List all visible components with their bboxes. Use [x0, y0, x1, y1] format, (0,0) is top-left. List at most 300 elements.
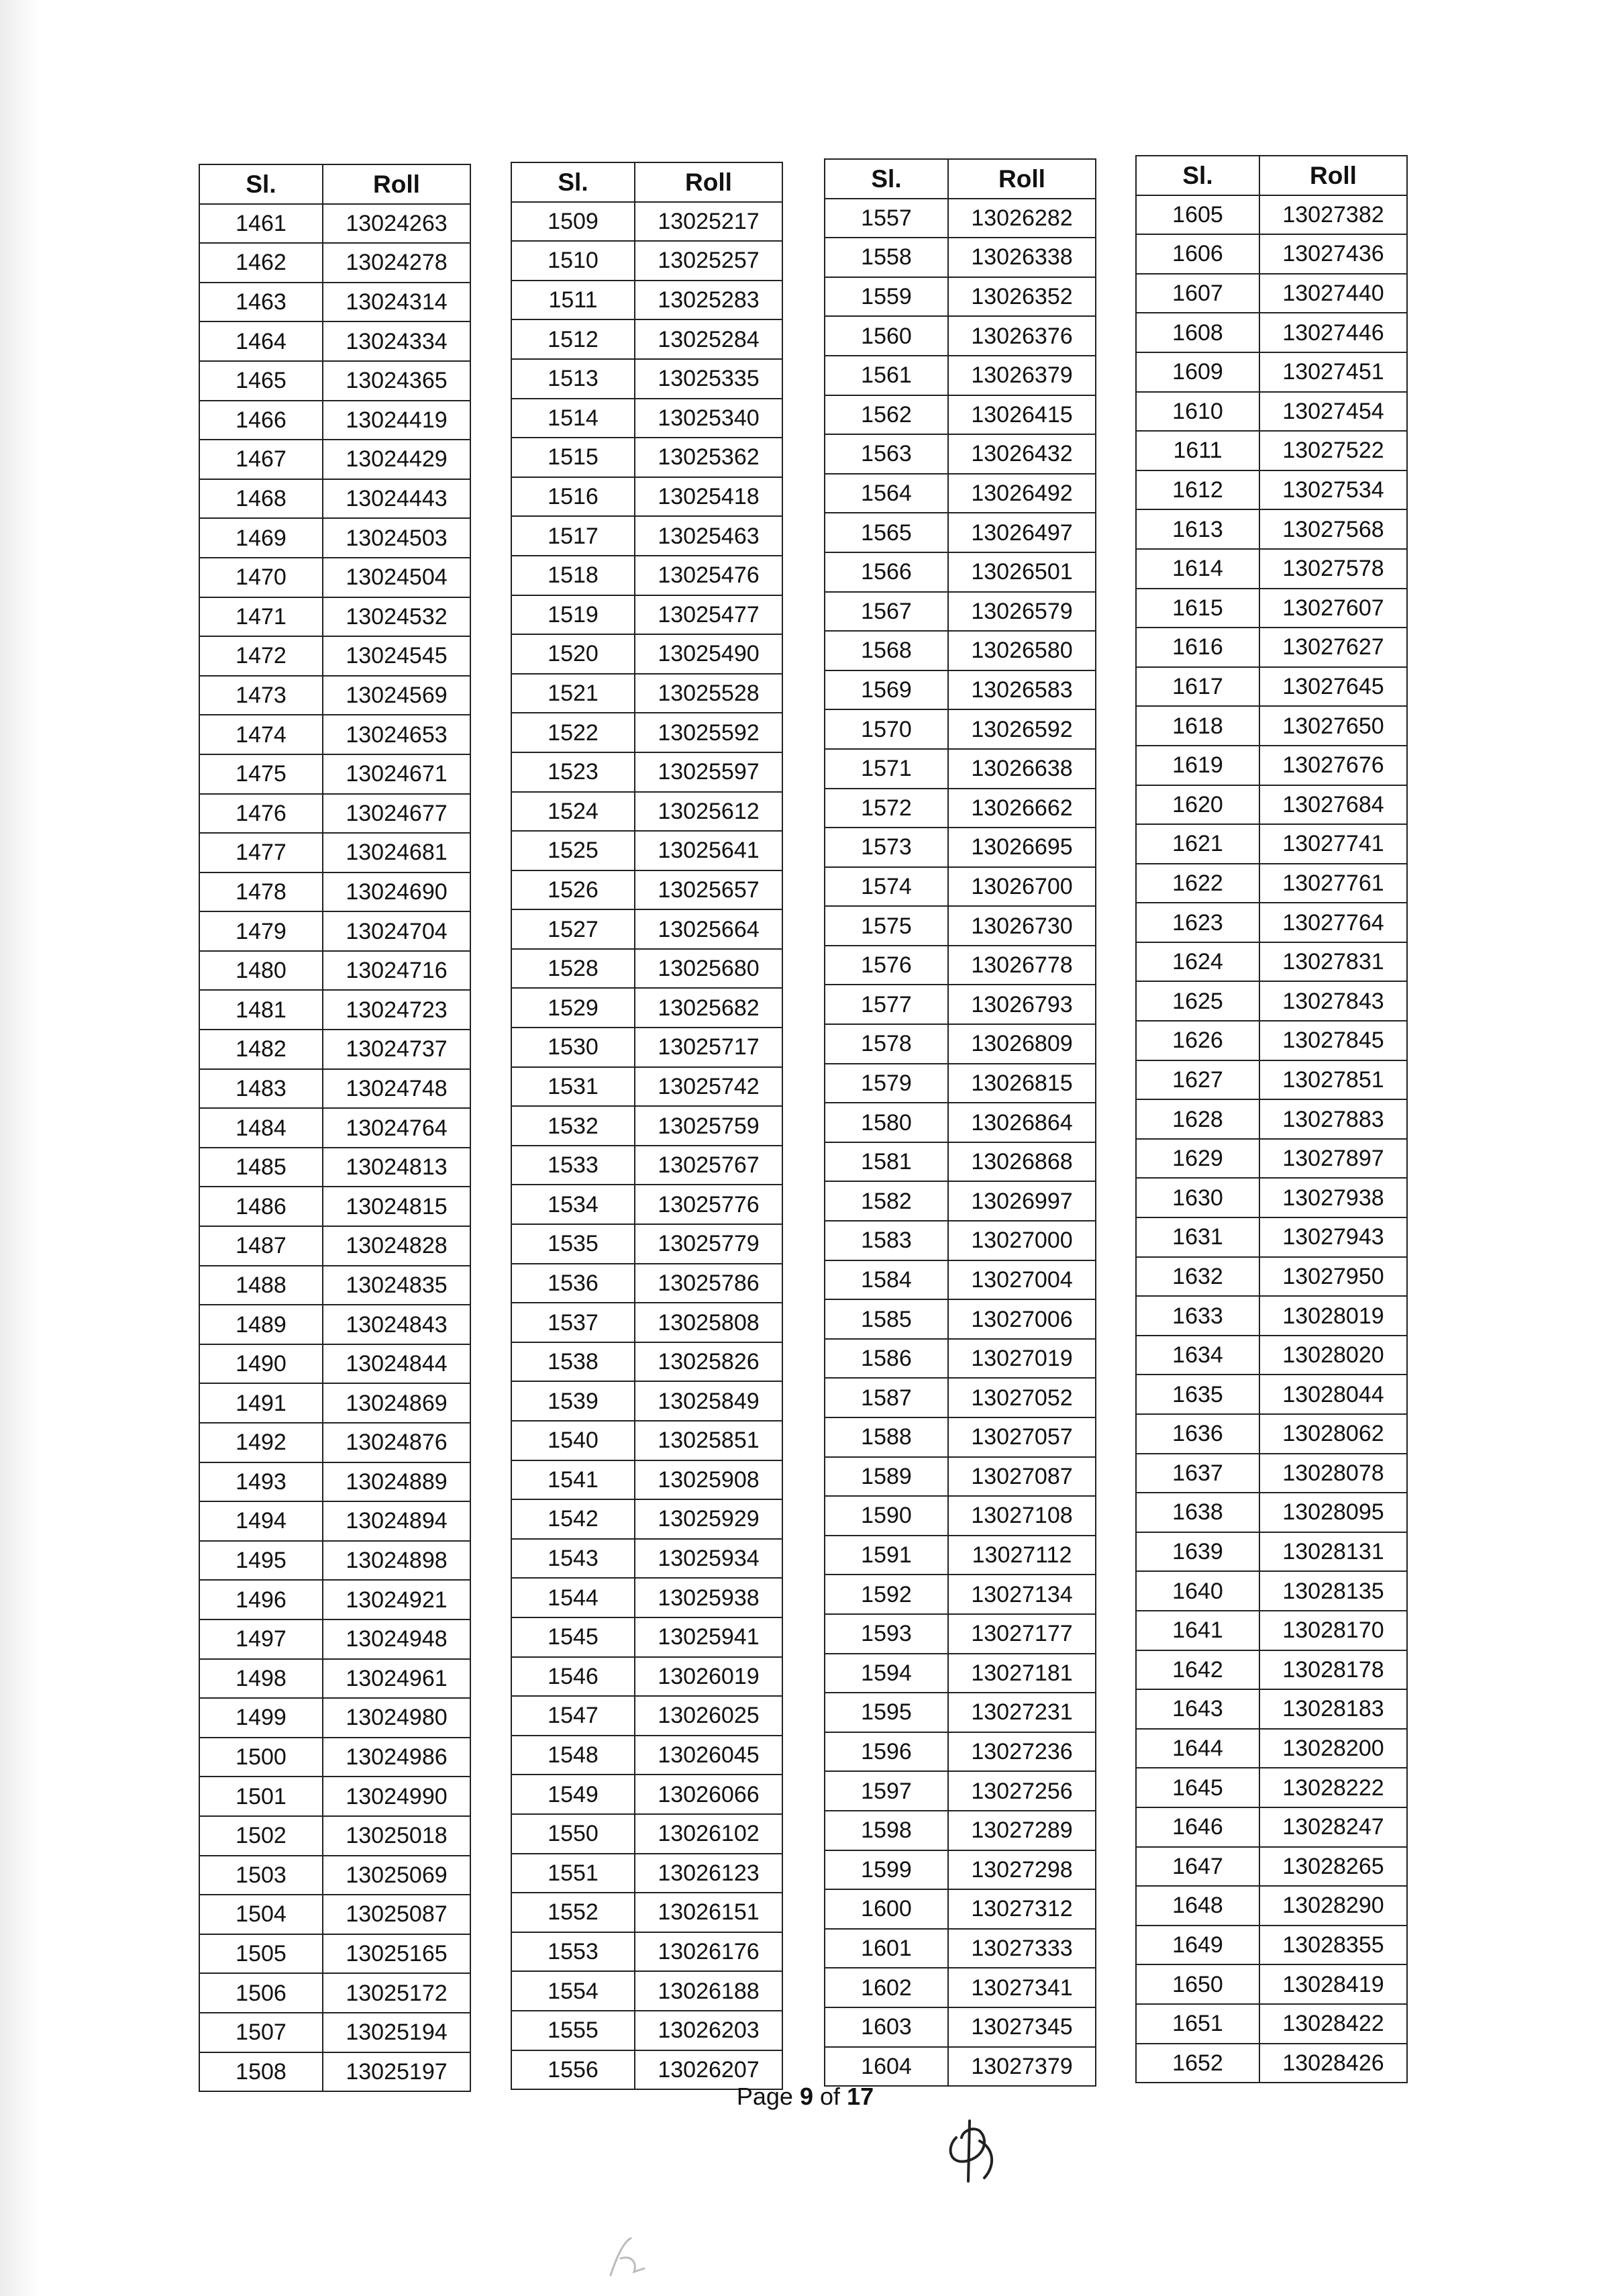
roll-cell: 13025283 — [635, 281, 782, 320]
sl-cell: 1604 — [825, 2047, 948, 2087]
table-row — [825, 709, 1096, 749]
roll-cell: 13025851 — [635, 1421, 782, 1460]
roll-cell: 13024716 — [323, 951, 470, 991]
table-row — [825, 513, 1096, 552]
table-row — [1136, 667, 1407, 707]
roll-cell: 13025664 — [635, 909, 782, 949]
sl-cell: 1553 — [511, 1932, 635, 1972]
sl-cell: 1554 — [511, 1971, 635, 2011]
sl-cell: 1478 — [199, 872, 323, 912]
roll-cell: 13027845 — [1259, 1021, 1407, 1060]
roll-cell: 13027764 — [1259, 903, 1407, 942]
table-row — [199, 1030, 470, 1069]
sl-cell: 1646 — [1136, 1807, 1259, 1847]
roll-cell: 13028044 — [1259, 1375, 1407, 1414]
table-row — [511, 1460, 782, 1500]
roll-cell: 13024704 — [323, 911, 470, 951]
roll-cell: 13025172 — [323, 1973, 470, 2013]
table-row — [199, 636, 470, 676]
table-row — [825, 1181, 1096, 1221]
table-row — [1136, 864, 1407, 903]
table-row — [199, 1187, 470, 1226]
sl-cell: 1511 — [511, 281, 635, 320]
table-row — [199, 440, 470, 479]
table-row — [511, 1381, 782, 1421]
table-row — [825, 238, 1096, 277]
roll-cell: 13026203 — [635, 2011, 782, 2050]
header-roll: Roll — [635, 162, 782, 202]
table-row — [511, 1264, 782, 1303]
roll-cell: 13024986 — [323, 1738, 470, 1777]
table-row — [825, 1811, 1096, 1850]
roll-cell: 13026188 — [635, 1971, 782, 2011]
roll-cell: 13024898 — [323, 1541, 470, 1581]
table-row — [1136, 903, 1407, 942]
roll-cell: 13024681 — [323, 833, 470, 872]
page-number — [671, 2083, 939, 2111]
roll-cell: 13025759 — [635, 1106, 782, 1146]
roll-cell: 13027454 — [1259, 392, 1407, 432]
sl-cell: 1516 — [511, 477, 635, 517]
roll-cell: 13027177 — [948, 1614, 1096, 1654]
roll-cell: 13026151 — [635, 1893, 782, 1932]
table-row — [1136, 1493, 1407, 1532]
table-row — [1136, 352, 1407, 392]
table-row — [825, 1929, 1096, 1968]
sl-cell: 1508 — [199, 2052, 323, 2092]
sl-cell: 1578 — [825, 1024, 948, 1064]
table-row — [199, 794, 470, 834]
roll-cell: 13027000 — [948, 1221, 1096, 1260]
roll-cell: 13028290 — [1259, 1886, 1407, 1926]
table-row — [825, 1339, 1096, 1379]
table-row — [199, 1148, 470, 1187]
sl-cell: 1529 — [511, 988, 635, 1028]
roll-cell: 13027236 — [948, 1732, 1096, 1772]
roll-cell: 13025340 — [635, 399, 782, 438]
roll-cell: 13026809 — [948, 1024, 1096, 1064]
table-row — [511, 556, 782, 595]
table-row — [825, 1732, 1096, 1772]
table-row — [1136, 1060, 1407, 1100]
table-row — [199, 2013, 470, 2052]
table-row — [825, 1693, 1096, 1732]
roll-cell: 13027087 — [948, 1457, 1096, 1497]
table-row — [1136, 1139, 1407, 1179]
sl-cell: 1613 — [1136, 509, 1259, 549]
sl-cell: 1636 — [1136, 1414, 1259, 1454]
roll-cell: 13027883 — [1259, 1099, 1407, 1139]
table-row — [1136, 1099, 1407, 1139]
table-row — [825, 1771, 1096, 1811]
roll-cell: 13024737 — [323, 1030, 470, 1069]
sl-cell: 1493 — [199, 1462, 323, 1502]
sl-cell: 1571 — [825, 749, 948, 789]
sl-cell: 1634 — [1136, 1336, 1259, 1375]
table-row — [825, 1221, 1096, 1260]
sl-cell: 1489 — [199, 1305, 323, 1344]
sl-cell: 1629 — [1136, 1139, 1259, 1179]
sl-cell: 1561 — [825, 356, 948, 395]
table-row — [825, 789, 1096, 828]
roll-cell: 13026592 — [948, 709, 1096, 749]
roll-cell: 13027289 — [948, 1811, 1096, 1850]
header-sl: Sl. — [825, 159, 948, 199]
table-row — [825, 1496, 1096, 1536]
sl-cell: 1591 — [825, 1536, 948, 1575]
sl-cell: 1530 — [511, 1028, 635, 1067]
sl-cell: 1625 — [1136, 981, 1259, 1021]
roll-cell: 13028422 — [1259, 2004, 1407, 2044]
sl-cell: 1503 — [199, 1856, 323, 1895]
table-row — [825, 1889, 1096, 1929]
roll-cell: 13024532 — [323, 597, 470, 637]
table-row — [1136, 234, 1407, 274]
table-row — [199, 911, 470, 951]
table-row — [511, 752, 782, 792]
table-row — [511, 674, 782, 713]
table-row — [825, 867, 1096, 907]
roll-cell: 13025592 — [635, 713, 782, 752]
sl-cell: 1517 — [511, 516, 635, 556]
sl-cell: 1607 — [1136, 274, 1259, 313]
roll-cell: 13026497 — [948, 513, 1096, 552]
roll-cell: 13026695 — [948, 828, 1096, 867]
sl-cell: 1622 — [1136, 864, 1259, 903]
roll-cell: 13027181 — [948, 1654, 1096, 1693]
roll-cell: 13024748 — [323, 1069, 470, 1109]
table-row — [199, 990, 470, 1030]
roll-cell: 13028183 — [1259, 1689, 1407, 1729]
header-roll: Roll — [1259, 156, 1407, 195]
table-row — [511, 831, 782, 870]
table-row — [825, 1142, 1096, 1182]
sl-cell: 1535 — [511, 1224, 635, 1264]
header-roll: Roll — [948, 159, 1096, 199]
sl-cell: 1595 — [825, 1693, 948, 1732]
table-row — [511, 516, 782, 556]
roll-cell: 13028178 — [1259, 1650, 1407, 1690]
sl-cell: 1630 — [1136, 1178, 1259, 1217]
sl-cell: 1461 — [199, 204, 323, 244]
table-row — [825, 2047, 1096, 2087]
roll-cell: 13024843 — [323, 1305, 470, 1344]
roll-cell: 13027843 — [1259, 981, 1407, 1021]
roll-cell: 13026102 — [635, 1814, 782, 1854]
sl-cell: 1568 — [825, 631, 948, 670]
table-row — [1136, 1178, 1407, 1217]
table-row — [511, 438, 782, 477]
table-row — [825, 828, 1096, 867]
roll-cell: 13026066 — [635, 1775, 782, 1814]
roll-cell: 13025217 — [635, 202, 782, 242]
roll-cell: 13026793 — [948, 985, 1096, 1024]
roll-cell: 13025087 — [323, 1895, 470, 1934]
sl-cell: 1549 — [511, 1775, 635, 1814]
table-row — [1136, 1257, 1407, 1297]
roll-cell: 13024278 — [323, 243, 470, 283]
table-row — [511, 634, 782, 674]
sl-cell: 1598 — [825, 1811, 948, 1850]
table-row — [199, 1659, 470, 1699]
roll-cell: 13027741 — [1259, 824, 1407, 864]
header-roll: Roll — [323, 164, 470, 204]
sl-cell: 1619 — [1136, 746, 1259, 785]
sl-cell: 1524 — [511, 792, 635, 832]
table-row — [511, 477, 782, 517]
roll-cell: 13024828 — [323, 1226, 470, 1266]
roll-cell: 13025257 — [635, 241, 782, 281]
roll-cell: 13028247 — [1259, 1807, 1407, 1847]
sl-cell: 1633 — [1136, 1296, 1259, 1336]
sl-cell: 1626 — [1136, 1021, 1259, 1060]
table-row — [511, 949, 782, 989]
table-row — [511, 909, 782, 949]
table-row — [511, 870, 782, 910]
sl-cell: 1488 — [199, 1266, 323, 1305]
table-row — [511, 595, 782, 635]
table-row — [825, 316, 1096, 356]
roll-cell: 13028135 — [1259, 1571, 1407, 1611]
sl-cell: 1594 — [825, 1654, 948, 1693]
sl-cell: 1639 — [1136, 1532, 1259, 1572]
roll-cell: 13025477 — [635, 595, 782, 635]
sl-cell: 1542 — [511, 1499, 635, 1539]
sl-cell: 1531 — [511, 1067, 635, 1107]
sl-cell: 1606 — [1136, 234, 1259, 274]
table-row — [511, 202, 782, 242]
table-row — [1136, 746, 1407, 785]
table-row — [199, 361, 470, 401]
table-row — [1136, 392, 1407, 432]
roll-cell: 13028062 — [1259, 1414, 1407, 1454]
sl-cell: 1506 — [199, 1973, 323, 2013]
roll-cell: 13026415 — [948, 395, 1096, 435]
roll-cell: 13027006 — [948, 1299, 1096, 1339]
roll-cell: 13025776 — [635, 1185, 782, 1224]
table-row — [825, 749, 1096, 789]
sl-cell: 1515 — [511, 438, 635, 477]
table-row — [1136, 1689, 1407, 1729]
sl-cell: 1526 — [511, 870, 635, 910]
roll-cell: 13024671 — [323, 754, 470, 794]
roll-cell: 13024504 — [323, 558, 470, 597]
sl-cell: 1545 — [511, 1617, 635, 1657]
roll-cell: 13026579 — [948, 592, 1096, 632]
table-row — [1136, 1807, 1407, 1847]
sl-cell: 1651 — [1136, 2004, 1259, 2044]
table-row — [511, 1696, 782, 1736]
table-row — [199, 479, 470, 519]
table-row — [1136, 981, 1407, 1021]
table-row — [199, 1934, 470, 1974]
sl-cell: 1574 — [825, 867, 948, 907]
table-row — [825, 199, 1096, 238]
table-row — [511, 1814, 782, 1854]
table-row — [199, 321, 470, 361]
header-sl: Sl. — [1136, 156, 1259, 195]
roll-cell: 13025657 — [635, 870, 782, 910]
sl-cell: 1641 — [1136, 1611, 1259, 1650]
roll-cell: 13027333 — [948, 1929, 1096, 1968]
signature-initials — [943, 2101, 1003, 2208]
sl-cell: 1466 — [199, 401, 323, 440]
table-row — [511, 1028, 782, 1067]
table-row — [1136, 628, 1407, 667]
sl-cell: 1477 — [199, 833, 323, 872]
sl-cell: 1465 — [199, 361, 323, 401]
sl-cell: 1582 — [825, 1181, 948, 1221]
roll-cell: 13024545 — [323, 636, 470, 676]
table-row — [825, 1654, 1096, 1693]
sl-cell: 1611 — [1136, 431, 1259, 470]
roll-cell: 13025197 — [323, 2052, 470, 2092]
sl-cell: 1637 — [1136, 1454, 1259, 1493]
sl-cell: 1632 — [1136, 1257, 1259, 1297]
roll-cell: 13025680 — [635, 949, 782, 989]
table-row — [825, 1417, 1096, 1457]
table-row — [511, 1106, 782, 1146]
roll-cell: 13028019 — [1259, 1296, 1407, 1336]
table-row — [199, 1069, 470, 1109]
sl-cell: 1538 — [511, 1342, 635, 1382]
table-row — [199, 951, 470, 991]
sl-cell: 1498 — [199, 1659, 323, 1699]
table-row — [511, 1775, 782, 1814]
sl-cell: 1617 — [1136, 667, 1259, 707]
sl-cell: 1537 — [511, 1303, 635, 1342]
table-row — [825, 1968, 1096, 2007]
table-row — [825, 946, 1096, 985]
roll-cell: 13025826 — [635, 1342, 782, 1382]
table-row — [511, 1971, 782, 2011]
sl-cell: 1470 — [199, 558, 323, 597]
roll-cell: 13024869 — [323, 1383, 470, 1423]
table-row — [199, 1698, 470, 1738]
table-row — [511, 1067, 782, 1107]
table-row — [825, 1457, 1096, 1497]
table-row — [199, 1619, 470, 1659]
roll-cell: 13025742 — [635, 1067, 782, 1107]
roll-cell: 13025597 — [635, 752, 782, 792]
table-row — [1136, 1847, 1407, 1887]
roll-cell: 13026025 — [635, 1696, 782, 1736]
roll-cell: 13027004 — [948, 1260, 1096, 1300]
header-sl: Sl. — [199, 164, 323, 204]
roll-cell: 13026730 — [948, 906, 1096, 946]
sl-cell: 1499 — [199, 1698, 323, 1738]
table-row — [511, 792, 782, 832]
roll-cell: 13024443 — [323, 479, 470, 519]
table-row — [511, 2011, 782, 2050]
sl-cell: 1462 — [199, 243, 323, 283]
table-row — [1136, 1532, 1407, 1572]
sl-cell: 1597 — [825, 1771, 948, 1811]
roll-cell: 13026501 — [948, 552, 1096, 592]
table-row — [1136, 1729, 1407, 1768]
roll-cell: 13024419 — [323, 401, 470, 440]
roll-cell: 13028355 — [1259, 1926, 1407, 1965]
table-row — [511, 1499, 782, 1539]
table-row — [511, 1932, 782, 1972]
roll-cell: 13027650 — [1259, 706, 1407, 746]
sl-cell: 1534 — [511, 1185, 635, 1224]
sl-cell: 1590 — [825, 1496, 948, 1536]
roll-cell: 13026019 — [635, 1657, 782, 1697]
sl-cell: 1559 — [825, 277, 948, 317]
sl-cell: 1643 — [1136, 1689, 1259, 1729]
table-row — [511, 1224, 782, 1264]
table-row — [1136, 1886, 1407, 1926]
sl-cell: 1628 — [1136, 1099, 1259, 1139]
sl-cell: 1497 — [199, 1619, 323, 1659]
table-row — [199, 243, 470, 283]
roll-cell: 13027534 — [1259, 470, 1407, 510]
sl-cell: 1502 — [199, 1816, 323, 1856]
sl-cell: 1482 — [199, 1030, 323, 1069]
table-row — [1136, 1611, 1407, 1650]
table-row — [199, 1895, 470, 1934]
sl-cell: 1593 — [825, 1614, 948, 1654]
table-row — [511, 1578, 782, 1617]
roll-cell: 13027943 — [1259, 1217, 1407, 1257]
sl-cell: 1536 — [511, 1264, 635, 1303]
roll-cell: 13026700 — [948, 867, 1096, 907]
roll-cell: 13026868 — [948, 1142, 1096, 1182]
roll-cell: 13025786 — [635, 1264, 782, 1303]
table-row — [511, 1146, 782, 1185]
sl-cell: 1569 — [825, 670, 948, 710]
roll-cell: 13027256 — [948, 1771, 1096, 1811]
roll-cell: 13027897 — [1259, 1139, 1407, 1179]
roll-cell: 13027831 — [1259, 942, 1407, 982]
sl-cell: 1552 — [511, 1893, 635, 1932]
roll-cell: 13026662 — [948, 789, 1096, 828]
table-row — [1136, 2004, 1407, 2044]
roll-cell: 13025938 — [635, 1578, 782, 1617]
page-prefix: Page — [736, 2083, 793, 2110]
roll-cell: 13027446 — [1259, 313, 1407, 352]
sl-cell: 1486 — [199, 1187, 323, 1226]
roll-cell: 13026492 — [948, 474, 1096, 513]
sl-cell: 1544 — [511, 1578, 635, 1617]
sl-cell: 1624 — [1136, 942, 1259, 982]
sl-cell: 1513 — [511, 359, 635, 399]
roll-cell: 13024334 — [323, 321, 470, 361]
roll-cell: 13028426 — [1259, 2044, 1407, 2083]
roll-cell: 13025779 — [635, 1224, 782, 1264]
roll-cell: 13024835 — [323, 1266, 470, 1305]
sl-cell: 1638 — [1136, 1493, 1259, 1532]
table-row — [1136, 706, 1407, 746]
table-row — [511, 241, 782, 281]
roll-cell: 13024889 — [323, 1462, 470, 1502]
roll-cell: 13025165 — [323, 1934, 470, 1974]
roll-cell: 13025908 — [635, 1460, 782, 1500]
sl-cell: 1547 — [511, 1696, 635, 1736]
sl-cell: 1631 — [1136, 1217, 1259, 1257]
sl-cell: 1509 — [511, 202, 635, 242]
sl-cell: 1652 — [1136, 2044, 1259, 2083]
roll-cell: 13027676 — [1259, 746, 1407, 785]
roll-cell: 13027851 — [1259, 1060, 1407, 1100]
sl-cell: 1514 — [511, 399, 635, 438]
roll-cell: 13024876 — [323, 1423, 470, 1462]
sl-cell: 1645 — [1136, 1768, 1259, 1807]
table-row — [1136, 1375, 1407, 1414]
roll-cell: 13025018 — [323, 1816, 470, 1856]
roll-cell: 13024365 — [323, 361, 470, 401]
